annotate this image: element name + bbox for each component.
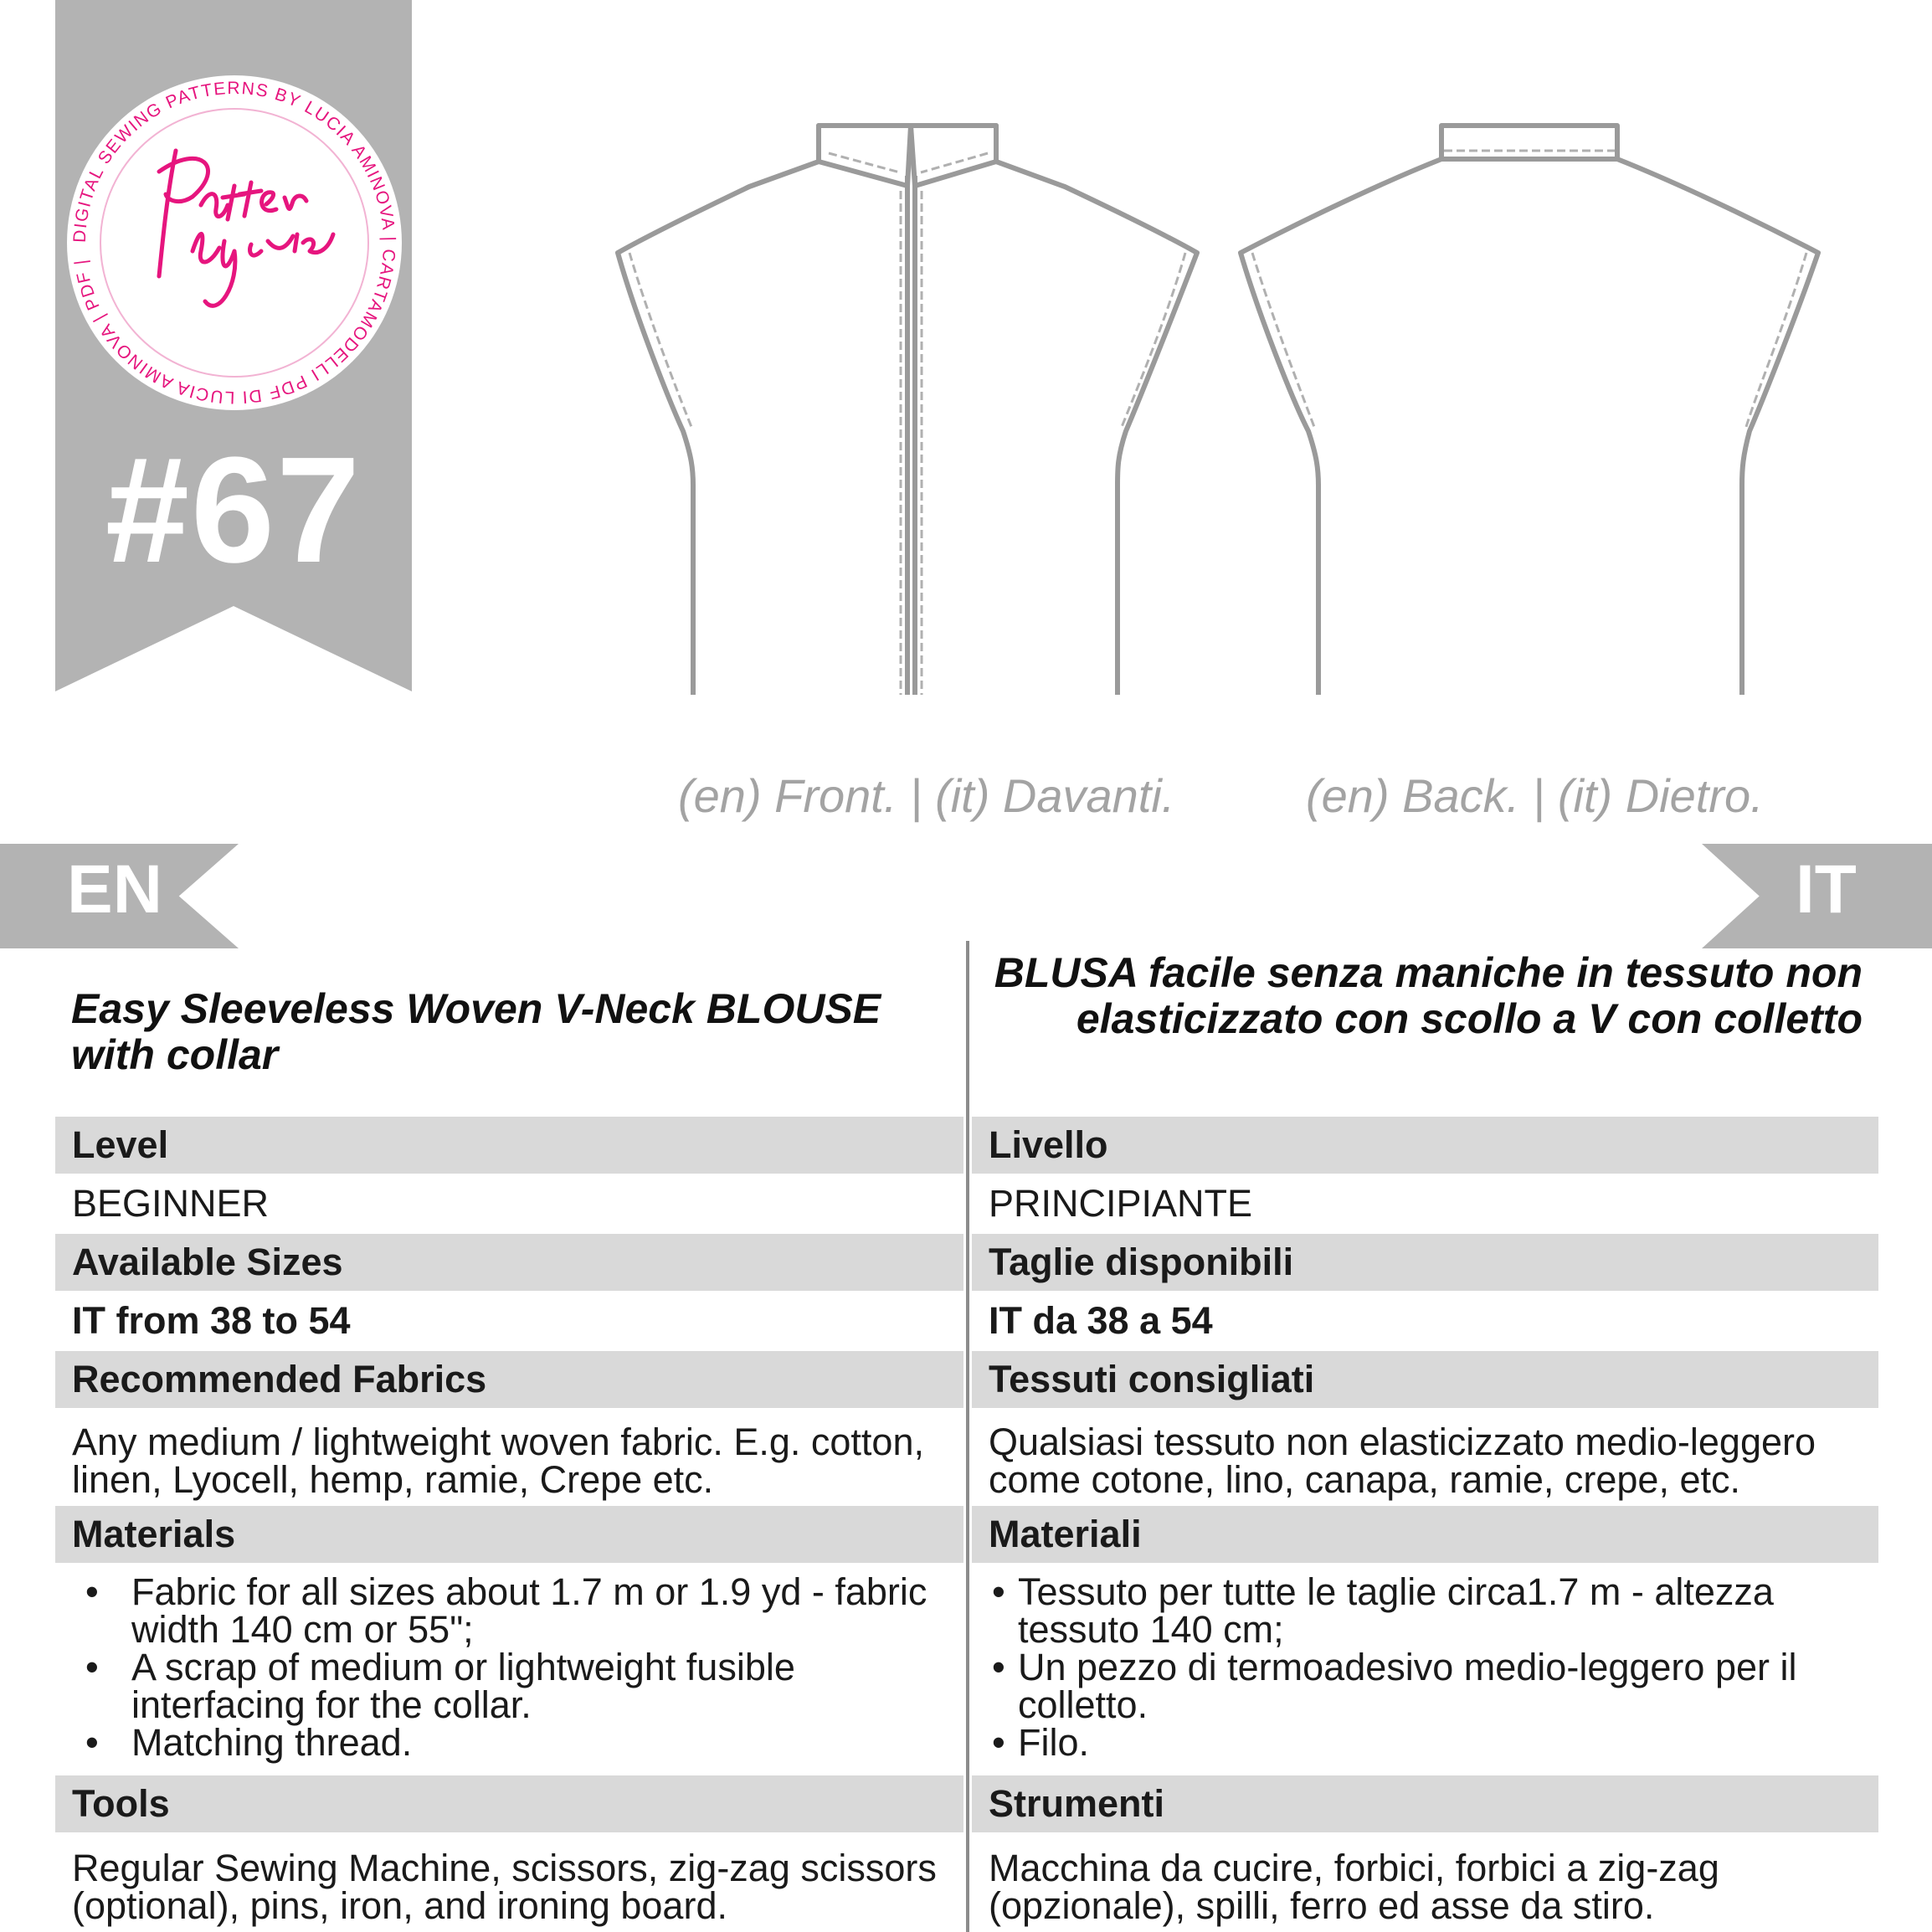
list-item xyxy=(989,1648,1878,1724)
fabrics-label: Recommended Fabrics xyxy=(55,1351,963,1408)
pattern-number: #67 xyxy=(105,426,362,594)
list-item xyxy=(989,1570,1878,1651)
front-view-illustration xyxy=(618,126,1197,695)
materials-label: Materials xyxy=(55,1506,963,1563)
materials-list xyxy=(55,1563,963,1775)
en-language-label: EN xyxy=(67,851,162,927)
level-label: Level xyxy=(55,1117,963,1174)
bullet-icon: • xyxy=(992,1646,1005,1688)
fabrics-label: Tessuti consigliati xyxy=(972,1351,1878,1408)
sizes-value: IT da 38 a 54 xyxy=(989,1299,1213,1342)
front-caption: (en) Front. | (it) Davanti. xyxy=(678,769,1175,822)
material-text: A scrap of medium or lightweight fusible interfacing for the collar. xyxy=(131,1646,795,1726)
material-text: Tessuto per tutte le taglie circa1.7 m - altezza tessuto 140 cm; xyxy=(1018,1570,1774,1651)
sizes-label: Taglie disponibili xyxy=(972,1234,1878,1291)
list-item xyxy=(72,1570,963,1651)
material-text: Matching thread. xyxy=(131,1721,413,1764)
tools-value: Macchina da cucire, forbici, forbici a zig-zag (opzionale), spilli, ferro ed asse da stiro. xyxy=(989,1847,1719,1927)
bullet-icon: • xyxy=(992,1721,1005,1764)
bullet-icon: • xyxy=(992,1570,1005,1613)
material-text: Fabric for all sizes about 1.7 m or 1.9 yd - fabric width 140 cm or 55"; xyxy=(131,1570,927,1651)
tools-label: Tools xyxy=(55,1775,963,1832)
back-view-illustration xyxy=(1241,126,1818,695)
material-text: Un pezzo di termoadesivo medio-leggero per il colletto. xyxy=(1018,1646,1797,1726)
bullet-icon: • xyxy=(85,1721,99,1764)
back-caption: (en) Back. | (it) Dietro. xyxy=(1306,769,1764,822)
sizes-label: Available Sizes xyxy=(55,1234,963,1291)
tools-value: Regular Sewing Machine, scissors, zig-zag scissors (optional), pins, iron, and ironing board. xyxy=(72,1847,937,1927)
brand-logo xyxy=(67,75,402,410)
tools-label: Strumenti xyxy=(972,1775,1878,1832)
material-text: Filo. xyxy=(1018,1721,1090,1764)
materials-label: Materiali xyxy=(972,1506,1878,1563)
fabrics-value: Qualsiasi tessuto non elasticizzato medio-leggero come cotone, lino, canapa, ramie, crepe, etc. xyxy=(989,1421,1816,1501)
list-item xyxy=(72,1721,963,1764)
it-language-label: IT xyxy=(1796,851,1857,927)
list-item xyxy=(72,1648,963,1724)
fabrics-value: Any medium / lightweight woven fabric. E.g. cotton, linen, Lyocell, hemp, ramie, Crepe etc. xyxy=(72,1421,924,1501)
level-label: Livello xyxy=(972,1117,1878,1174)
it-spec-table xyxy=(972,1117,1878,1927)
list-item xyxy=(989,1721,1878,1764)
en-title: Easy Sleeveless Woven V-Neck BLOUSE with collar xyxy=(71,985,881,1078)
bullet-icon: • xyxy=(85,1646,99,1688)
materials-list xyxy=(972,1563,1878,1775)
level-value: BEGINNER xyxy=(72,1182,270,1225)
bullet-icon: • xyxy=(85,1570,99,1613)
en-spec-table xyxy=(55,1117,963,1927)
it-title: BLUSA facile senza maniche in tessuto non elasticizzato con scollo a V con colletto xyxy=(994,949,1863,1042)
sizes-value: IT from 38 to 54 xyxy=(72,1299,351,1342)
logo-ring-text: DIGITAL SEWING PATTERNS BY LUCIA AMINOVA | CARTAMODELLI PDF DI LUCIA AMINOVA | PDF | xyxy=(69,78,399,408)
column-divider xyxy=(966,941,969,1932)
level-value: PRINCIPIANTE xyxy=(989,1182,1253,1225)
